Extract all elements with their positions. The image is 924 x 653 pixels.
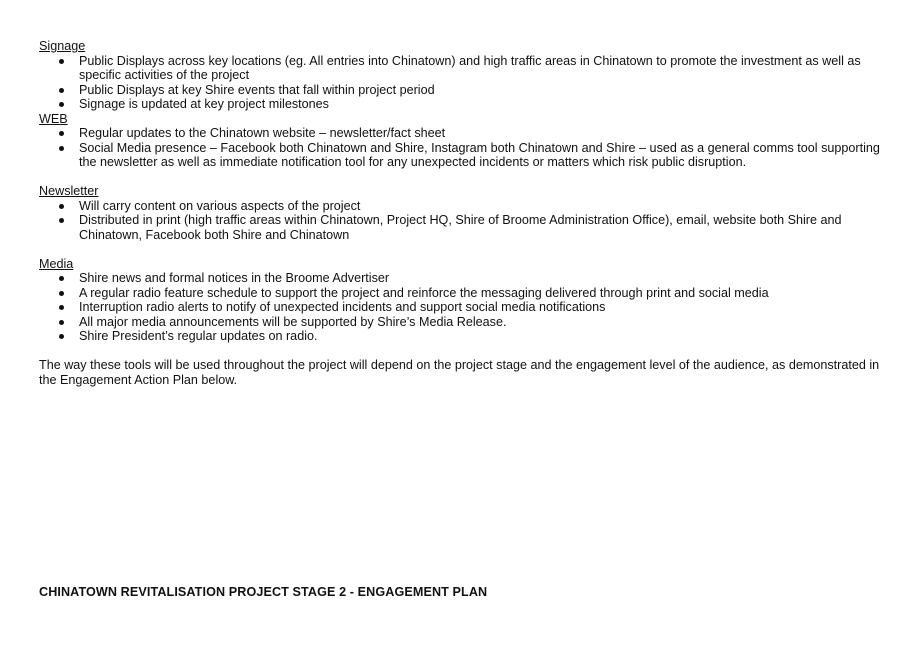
list-item: Public Displays across key locations (eg. All entries into Chinatown) and high traffic areas in Chinatown to promote the investment as well as specific activities of the project bbox=[39, 54, 884, 83]
spacer bbox=[39, 170, 884, 185]
signage-heading: Signage bbox=[39, 39, 86, 53]
closing-paragraph: The way these tools will be used throughout the project will depend on the project stage and the engagement level of the audience, as demonstrated in the Engagement Action Plan below. bbox=[39, 358, 880, 387]
list-item: A regular radio feature schedule to support the project and reinforce the messaging delivered through print and social media bbox=[39, 286, 884, 301]
list-item: Regular updates to the Chinatown website – newsletter/fact sheet bbox=[39, 126, 884, 141]
newsletter-heading: Newsletter bbox=[39, 184, 99, 198]
list-item: Social Media presence – Facebook both Chinatown and Shire, Instagram both Chinatown and Shire – used as a general comms tool supporting the newsletter as well as immediate notification tool for any unexpected incidents or matters which risk public disruption. bbox=[39, 141, 884, 170]
media-list bbox=[39, 271, 884, 344]
spacer bbox=[39, 344, 884, 359]
media-heading: Media bbox=[39, 256, 74, 271]
list-item: Shire President’s regular updates on radio. bbox=[39, 329, 884, 344]
list-item: Interruption radio alerts to notify of unexpected incidents and support social media notifications bbox=[39, 300, 884, 315]
list-item: Public Displays at key Shire events that fall within project period bbox=[39, 83, 884, 98]
web-heading: WEB bbox=[39, 111, 68, 126]
list-item: All major media announcements will be supported by Shire’s Media Release. bbox=[39, 315, 884, 330]
section-title: CHINATOWN REVITALISATION PROJECT STAGE 2 - ENGAGEMENT PLAN bbox=[39, 585, 488, 599]
newsletter-list bbox=[39, 199, 884, 243]
spacer bbox=[39, 242, 884, 257]
list-item: Signage is updated at key project milestones bbox=[39, 97, 884, 112]
web-list bbox=[39, 126, 884, 170]
list-item: Distributed in print (high traffic areas within Chinatown, Project HQ, Shire of Broome Administration Office), email, website both Shire and Chinatown, Facebook both Shire and Chinatown bbox=[39, 213, 884, 242]
document-body bbox=[39, 39, 884, 387]
list-item: Shire news and formal notices in the Broome Advertiser bbox=[39, 271, 884, 286]
signage-list bbox=[39, 54, 884, 112]
list-item: Will carry content on various aspects of the project bbox=[39, 199, 884, 214]
